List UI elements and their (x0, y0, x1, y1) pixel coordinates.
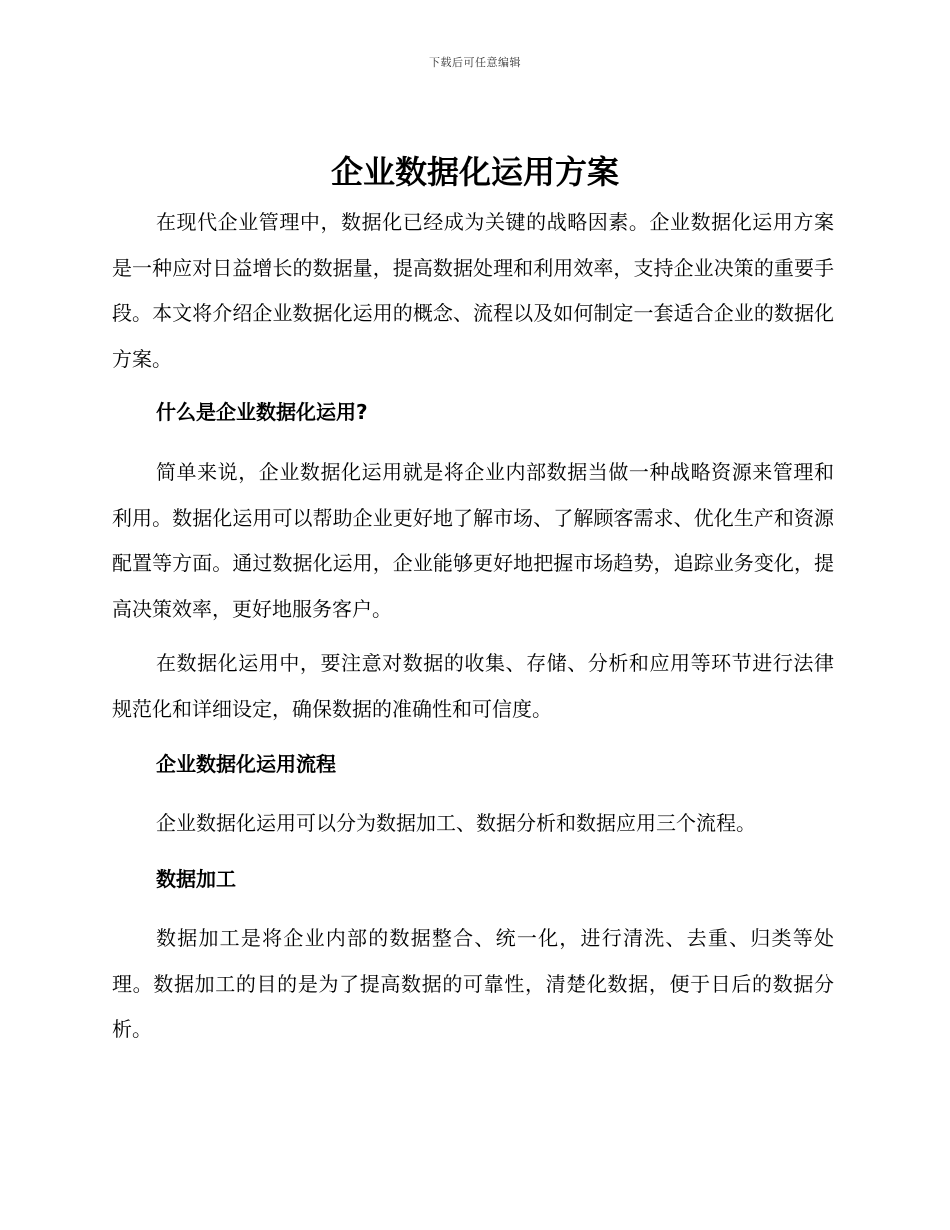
section-paragraph-process: 企业数据化运用可以分为数据加工、数据分析和数据应用三个流程。 (156, 811, 756, 835)
section-heading-process: 企业数据化运用流程 (156, 752, 336, 776)
document-title: 企业数据化运用方案 (330, 153, 619, 191)
section-heading-data-processing: 数据加工 (156, 867, 236, 891)
section-paragraph-compliance: 在数据化运用中，要注意对数据的收集、存储、分析和应用等环节进行法律规范化和详细设定，确保数据的准确性和可信度。 (112, 651, 834, 721)
section-paragraph-data-processing: 数据加工是将企业内部的数据整合、统一化，进行清洗、去重、归类等处理。数据加工的目的是为了提高数据的可靠性，清楚化数据，便于日后的数据分析。 (112, 926, 834, 1041)
header-note: 下载后可任意编辑 (429, 56, 521, 69)
section-paragraph-definition: 简单来说，企业数据化运用就是将企业内部数据当做一种战略资源来管理和利用。数据化运用可以帮助企业更好地了解市场、了解顾客需求、优化生产和资源配置等方面。通过数据化运用，企业能够更好地把握市场趋势，追踪业务变化，提高决策效率，更好地服务客户。 (112, 460, 834, 621)
intro-paragraph: 在现代企业管理中，数据化已经成为关键的战略因素。企业数据化运用方案是一种应对日益增长的数据量，提高数据处理和利用效率，支持企业决策的重要手段。本文将介绍企业数据化运用的概念、流程以及如何制定一套适合企业的数据化方案。 (112, 210, 834, 371)
section-heading-what-is: 什么是企业数据化运用? (156, 400, 368, 424)
